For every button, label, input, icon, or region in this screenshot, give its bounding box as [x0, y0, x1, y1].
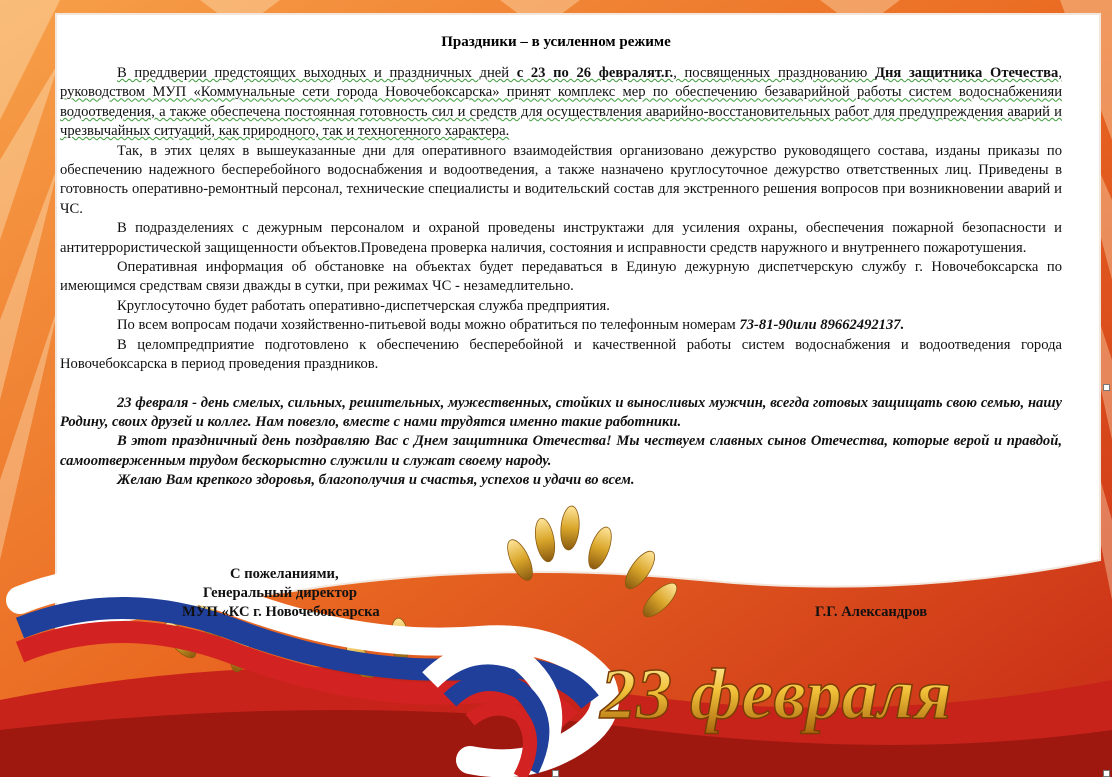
- paragraph-10: Желаю Вам крепкого здоровья, благополучия и счастья, успехов и удачи во всем.: [117, 472, 635, 489]
- paragraph-1: В преддверии предстоящих выходных и праздничных дней с 23 по 26 февралят.г., посвященных празднованию Дня защитника Отечества, руководством МУП «Коммунальные сети города Новочебоксарска» принят комплекс мер по обеспечению безаварийной работы систем водоснабженияи водоотведения, а также обеспечена постоянная готовность сил и средств для осуществления аварийно-восстановительных работ для предупреждения аварий и чрезвычайных ситуаций, как природного, так и техногенного характера.: [60, 65, 1062, 140]
- resize-handle-bottom-right[interactable]: [1103, 770, 1110, 777]
- paragraph-4: Оперативная информация об обстановке на объектах будет передаваться в Единую дежурную диспетчерскую службу г. Новочебоксарска по имеющимся средствам связи дважды в сутки, при режимах ЧС - незамедлительно.: [60, 259, 1062, 295]
- paragraph-2: Так, в этих целях в вышеуказанные дни для оперативного взаимодействия организовано дежурство руководящего состава, изданы приказы по обеспечению надежного бесперебойного водоснабжения и водоотведения, а также назначено круглосуточное дежурство ответственных лиц. Приведены в готовность оперативно-ремонтный персонал, технические специалисты и водительский состав для экстренного решения вопросов при возникновении аварий и ЧС.: [60, 142, 1062, 217]
- paragraph-6: По всем вопросам подачи хозяйственно-питьевой воды можно обратиться по телефонным номерам 73-81-90или 89662492137.: [117, 317, 905, 334]
- paragraph-5: Круглосуточно будет работать оперативно-диспетчерская служба предприятия.: [117, 297, 610, 314]
- signature-greeting: С пожеланиями,: [230, 566, 339, 582]
- document-title: Праздники – в усиленном режиме: [441, 34, 671, 50]
- paragraph-7: В целомпредприятие подготовлено к обеспечению бесперебойной и качественной работы систем водоснабжения и водоотведения города Новочебоксарска в период проведения праздников.: [60, 336, 1062, 373]
- document-body: [60, 64, 1062, 491]
- signature-organization: МУП «КС г. Новочебоксарска: [182, 604, 380, 620]
- paragraph-8: 23 февраля - день смелых, сильных, решительных, мужественных, стойких и выносливых мужчин, всегда готовых защищать свою семью, нашу Родину, своих друзей и коллег. Нам повезло, вместе с нами трудятся именно такие работники.: [60, 394, 1062, 430]
- resize-handle-bottom[interactable]: [552, 770, 559, 777]
- holiday-date-artwork: 23 февраля: [600, 654, 952, 734]
- signature-name: Г.Г. Александров: [815, 604, 928, 620]
- phone-numbers: 73-81-90или 89662492137.: [739, 317, 905, 334]
- resize-handle-right[interactable]: [1103, 384, 1110, 391]
- signature-position: Генеральный директор: [203, 585, 358, 601]
- paragraph-9: В этот праздничный день поздравляю Вас с Днем защитника Отечества! Мы чествуем славных сынов Отечества, которые верой и правдой, самоотверженным трудом бескорыстно служили и служат своему народу.: [60, 433, 1062, 469]
- paragraph-3: В подразделениях с дежурным персоналом и охраной проведены инструктажи для усиления охраны, обеспечения пожарной безопасности и антитеррористической защищенности объектов.Проведена проверка наличия, состояния и исправности средств наружного и внутреннего пожаротушения.: [60, 220, 1062, 256]
